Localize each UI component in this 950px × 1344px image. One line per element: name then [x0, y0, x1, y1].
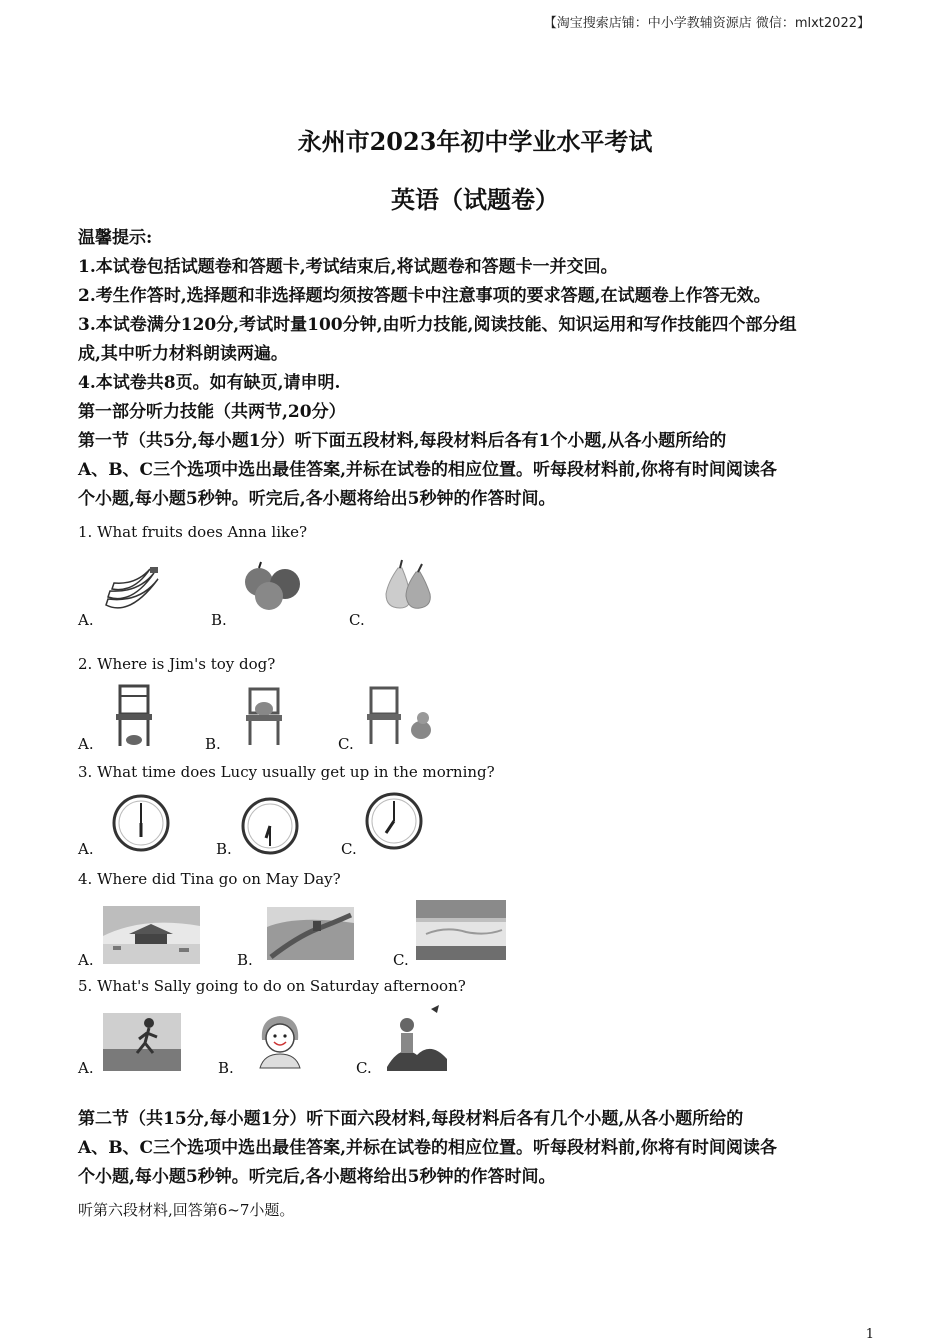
chair-icon: [112, 684, 156, 748]
clock-six-icon: [111, 793, 171, 853]
section2-line: A、B、C三个选项中选出最佳答案,并标在试卷的相应位置。听每段材料前,你将有时间阅读各: [78, 1138, 777, 1158]
running-photo: [103, 1013, 181, 1071]
q3-option-a: A.: [78, 840, 94, 858]
q5-option-a: A.: [78, 1059, 94, 1077]
question-1: 1. What fruits does Anna like?: [78, 523, 308, 541]
q4-option-a: A.: [78, 951, 94, 969]
exam-title: 永州市2023年初中学业水平考试: [297, 127, 653, 156]
tip-item: 3.本试卷满分120分,考试时量100分钟,由听力技能,阅读技能、知识运用和写作技能四个部分组: [78, 315, 797, 335]
q2-option-a: A.: [78, 735, 94, 753]
palace-photo: [103, 906, 200, 964]
q1-option-c: C.: [349, 611, 365, 629]
q3-option-b: B.: [216, 840, 232, 858]
page-number: 1: [865, 1327, 874, 1342]
question-3: 3. What time does Lucy usually get up in the morning?: [78, 763, 495, 781]
banana-icon: [100, 565, 164, 620]
q2-option-c: C.: [338, 735, 354, 753]
tip-item: 4.本试卷共8页。如有缺页,请申明.: [78, 373, 341, 393]
tips-block: [78, 224, 878, 514]
chair-with-dog-icon: [242, 687, 286, 747]
section1-line: 第一节（共5分,每小题1分）听下面五段材料,每段材料后各有1个小题,从各小题所给的: [78, 431, 727, 451]
q2-option-b: B.: [205, 735, 221, 753]
section2-line: 第二节（共15分,每小题1分）听下面六段材料,每段材料后各有几个小题,从各小题所给的: [78, 1109, 744, 1129]
q5-option-b: B.: [218, 1059, 234, 1077]
q3-option-c: C.: [341, 840, 357, 858]
pear-icon: [376, 558, 436, 614]
girl-in-garden-icon: [385, 1003, 449, 1071]
q1-option-a: A.: [78, 611, 94, 629]
tip-item: 成,其中听力材料朗读两遍。: [78, 344, 288, 364]
tip-item: 2.考生作答时,选择题和非选择题均须按答题卡中注意事项的要求答题,在试题卷上作答无效。: [78, 286, 771, 306]
section1-line: 个小题,每小题5秒钟。听完后,各小题将给出5秒钟的作答时间。: [78, 489, 556, 509]
great-wall-photo: [267, 907, 354, 960]
section2-block: [78, 1105, 878, 1192]
tip-item: 1.本试卷包括试题卷和答题卡,考试结束后,将试题卷和答题卡一并交回。: [78, 257, 618, 277]
clock-six-thirty-icon: [240, 796, 300, 856]
section2-instruction: 听第六段材料,回答第6~7小题。: [78, 1201, 295, 1219]
girl-portrait-icon: [254, 1012, 306, 1070]
q5-option-c: C.: [356, 1059, 372, 1077]
exam-subtitle: 英语（试题卷）: [391, 185, 559, 214]
q4-option-b: B.: [237, 951, 253, 969]
header-note: 【淘宝搜索店铺：中小学教辅资源店 微信：mlxt2022】: [543, 16, 870, 31]
question-5: 5. What's Sally going to do on Saturday afternoon?: [78, 977, 466, 995]
apple-icon: [243, 560, 303, 612]
q1-option-b: B.: [211, 611, 227, 629]
part1-heading: 第一部分听力技能（共两节,20分）: [78, 402, 346, 422]
lake-photo: [416, 900, 506, 960]
question-2: 2. Where is Jim's toy dog?: [78, 655, 276, 673]
tips-heading: 温馨提示:: [78, 228, 153, 248]
section2-line: 个小题,每小题5秒钟。听完后,各小题将给出5秒钟的作答时间。: [78, 1167, 556, 1187]
clock-seven-icon: [364, 791, 424, 851]
question-4: 4. Where did Tina go on May Day?: [78, 870, 341, 888]
section1-line: A、B、C三个选项中选出最佳答案,并标在试卷的相应位置。听每段材料前,你将有时间阅读各: [78, 460, 777, 480]
q4-option-c: C.: [393, 951, 409, 969]
chair-dog-beside-icon: [365, 684, 437, 746]
